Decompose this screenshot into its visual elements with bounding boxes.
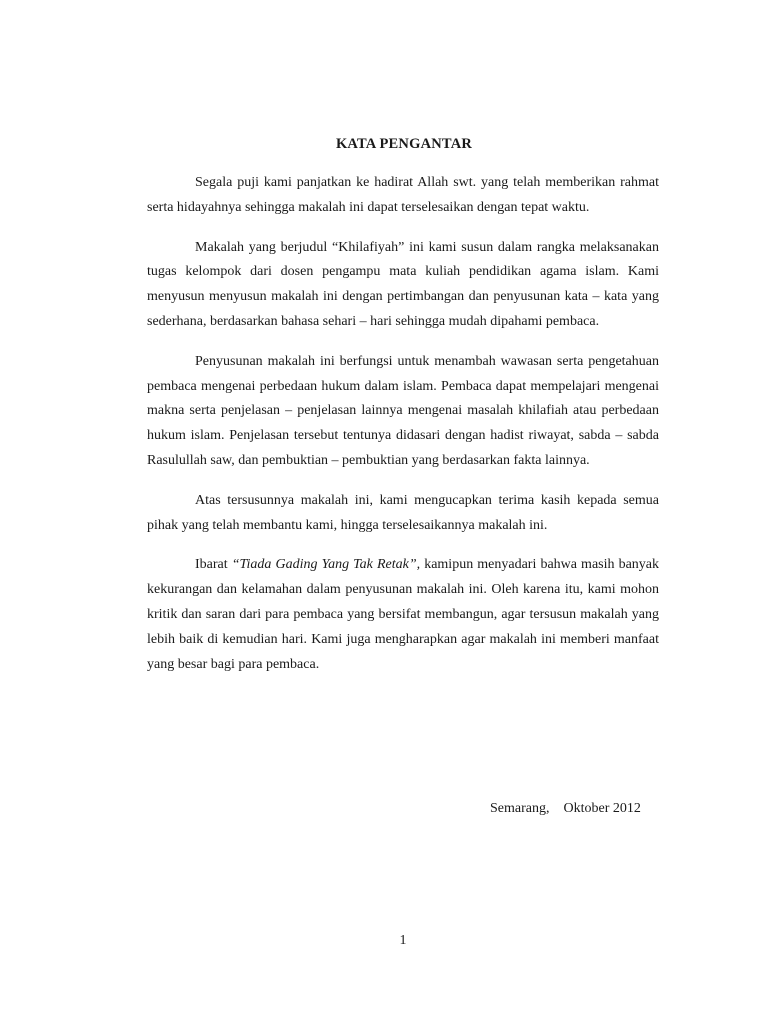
paragraph-4: Atas tersusunnya makalah ini, kami mengucapkan terima kasih kepada semua pihak yang telah membantu kami, hingga terselesaikannya makalah ini. (147, 492, 659, 533)
paragraph-1: Segala puji kami panjatkan ke hadirat Allah swt. yang telah memberikan rahmat serta hidayahnya sehingga makalah ini dapat terselesaikan dengan tepat waktu. (147, 175, 659, 215)
paragraph-5 (147, 553, 659, 677)
document-body (147, 171, 659, 692)
page-title: KATA PENGANTAR (335, 136, 473, 152)
paragraph-5-prefix: Ibarat (195, 557, 232, 573)
paragraph-5-proverb: “Tiada Gading Yang Tak Retak”, (231, 557, 421, 573)
signature-date: Oktober 2012 (563, 801, 641, 816)
signature-place: Semarang, (490, 801, 550, 816)
paragraph-2: Makalah yang berjudul “Khilafiyah” ini kami susun dalam rangka melaksanakan tugas kelompok dari dosen pengampu mata kuliah pendidikan agama islam. Kami menyusun menyusun makalah ini dengan pertimbangan dan penyusunan kata – kata yang sederhana, berdasarkan bahasa sehari – hari sehingga mudah dipahami pembaca. (147, 239, 659, 329)
paragraph-5-suffix: kamipun menyadari bahwa masih banyak kekurangan dan kelamahan dalam penyusunan makalah ini. Oleh karena itu, kami mohon kritik dan saran dari para pembaca yang bersifat membangun, agar tersusun makalah yang lebih baik di kemudian hari. Kami juga mengharapkan agar makalah ini memberi manfaat yang besar bagi para pembaca. (147, 557, 660, 672)
paragraph-3: Penyusunan makalah ini berfungsi untuk menambah wawasan serta pengetahuan pembaca mengenai perbedaan hukum dalam islam. Pembaca dapat mempelajari mengenai makna serta penjelasan – penjelasan lainnya mengenai masalah khilafiah atau perbedaan hukum islam. Penjelasan tersebut tentunya didasari dengan hadist riwayat, sabda – sabda Rasulullah saw, dan pembuktian – pembuktian yang berdasarkan fakta lainnya. (147, 353, 659, 468)
page-number: 1 (399, 933, 407, 948)
signature-line (490, 801, 641, 817)
